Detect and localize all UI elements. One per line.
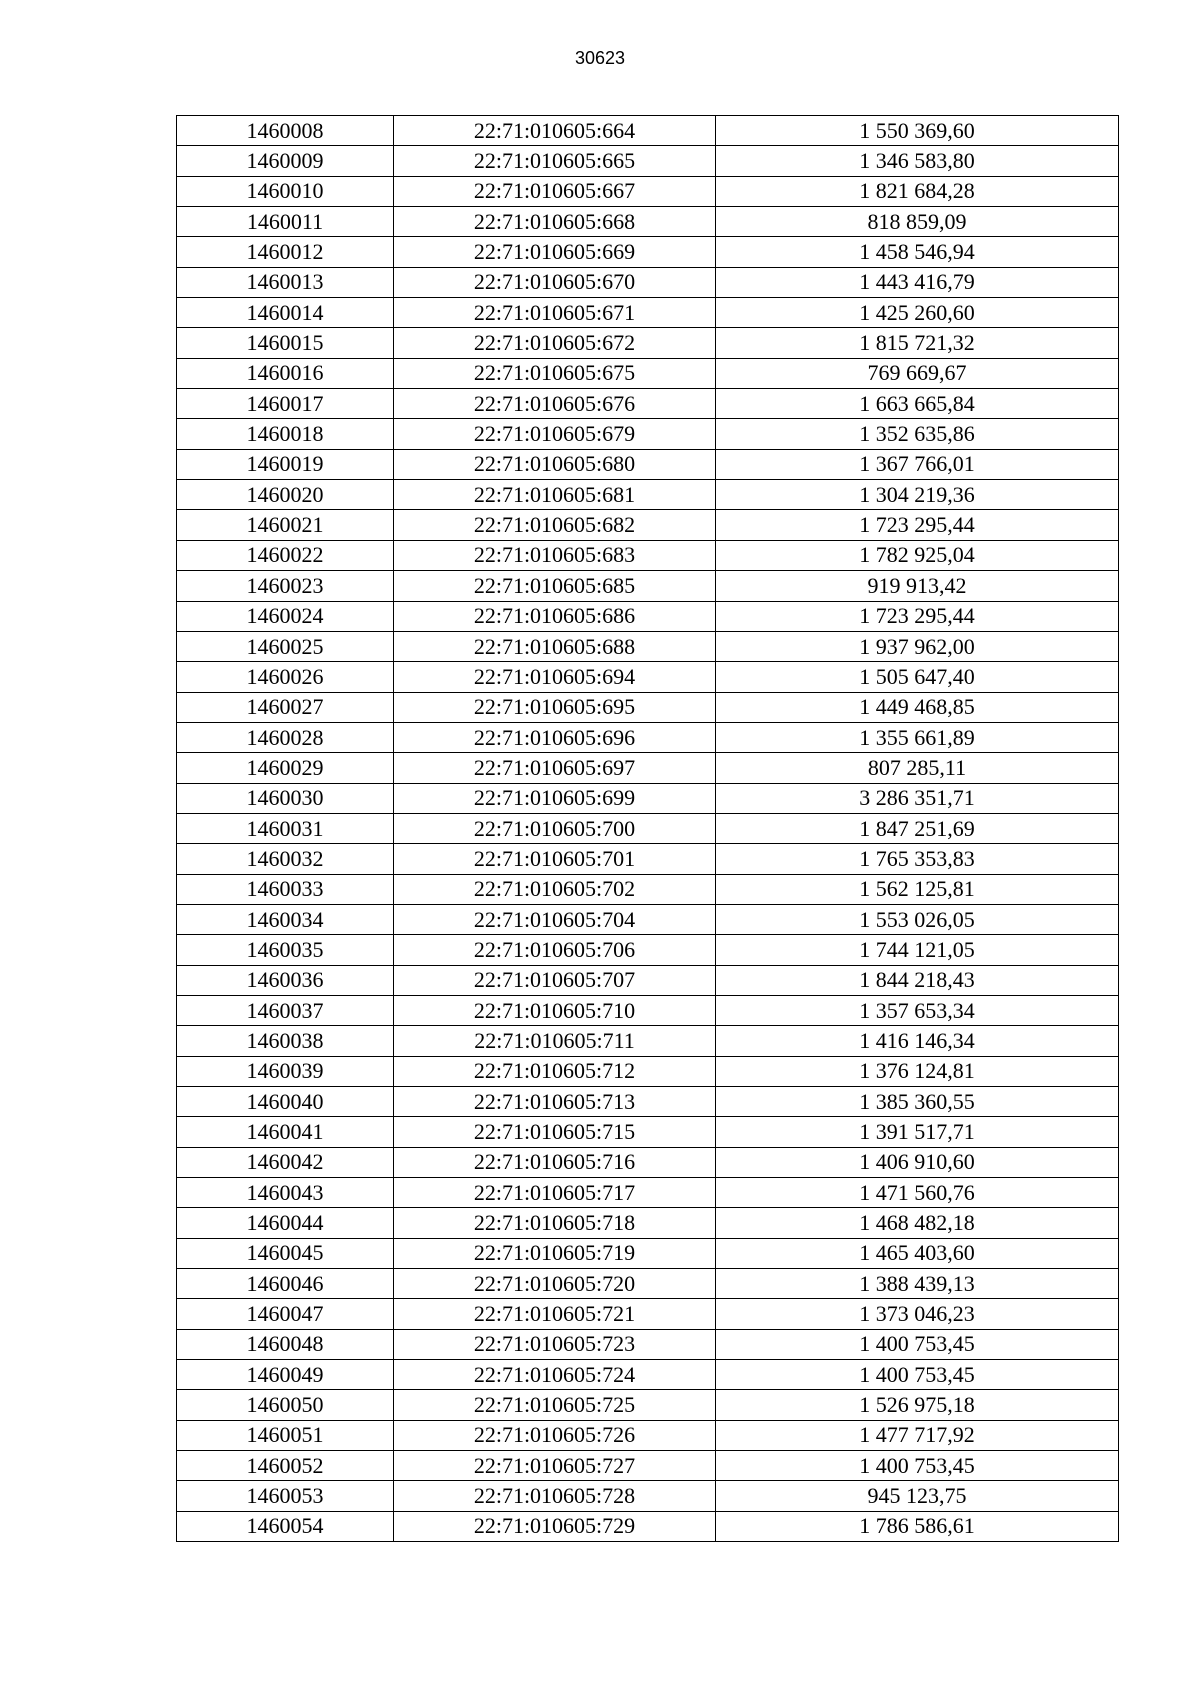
registry-number-cell: 1460034 [177,904,394,934]
cadastral-value-cell: 1 391 517,71 [716,1117,1119,1147]
table-row [177,146,1119,176]
table-row [177,267,1119,297]
cadastral-number-cell: 22:71:010605:710 [394,995,716,1025]
cadastral-number-cell: 22:71:010605:685 [394,571,716,601]
table-row [177,935,1119,965]
cadastral-value-cell: 1 821 684,28 [716,176,1119,206]
cadastral-value-cell: 1 815 721,32 [716,328,1119,358]
registry-number-cell: 1460014 [177,298,394,328]
table-row [177,571,1119,601]
cadastral-value-cell: 1 449 468,85 [716,692,1119,722]
cadastral-value-cell: 1 400 753,45 [716,1451,1119,1481]
registry-number-cell: 1460054 [177,1511,394,1541]
registry-number-cell: 1460027 [177,692,394,722]
table-row [177,328,1119,358]
registry-number-cell: 1460037 [177,995,394,1025]
registry-number-cell: 1460015 [177,328,394,358]
table-row [177,631,1119,661]
registry-number-cell: 1460011 [177,207,394,237]
table-row [177,449,1119,479]
cadastral-number-cell: 22:71:010605:718 [394,1208,716,1238]
table-row [177,116,1119,146]
table-row [177,722,1119,752]
table-row [177,1087,1119,1117]
registry-number-cell: 1460016 [177,358,394,388]
table-row [177,237,1119,267]
table-row [177,1481,1119,1511]
registry-number-cell: 1460048 [177,1329,394,1359]
cadastral-value-cell: 1 786 586,61 [716,1511,1119,1541]
cadastral-number-cell: 22:71:010605:695 [394,692,716,722]
registry-number-cell: 1460012 [177,237,394,267]
cadastral-number-cell: 22:71:010605:720 [394,1269,716,1299]
registry-number-cell: 1460024 [177,601,394,631]
cadastral-number-cell: 22:71:010605:719 [394,1238,716,1268]
registry-number-cell: 1460044 [177,1208,394,1238]
cadastral-number-cell: 22:71:010605:712 [394,1056,716,1086]
cadastral-value-cell: 818 859,09 [716,207,1119,237]
cadastral-value-cell: 1 477 717,92 [716,1420,1119,1450]
cadastral-value-cell: 1 416 146,34 [716,1026,1119,1056]
table-row [177,1360,1119,1390]
cadastral-value-cell: 919 913,42 [716,571,1119,601]
cadastral-number-cell: 22:71:010605:683 [394,540,716,570]
registry-number-cell: 1460023 [177,571,394,601]
cadastral-number-cell: 22:71:010605:716 [394,1147,716,1177]
cadastral-value-cell: 1 847 251,69 [716,813,1119,843]
registry-number-cell: 1460038 [177,1026,394,1056]
registry-number-cell: 1460021 [177,510,394,540]
registry-number-cell: 1460045 [177,1238,394,1268]
cadastral-value-cell: 1 355 661,89 [716,722,1119,752]
registry-number-cell: 1460035 [177,935,394,965]
table-row [177,753,1119,783]
cadastral-value-cell: 1 304 219,36 [716,480,1119,510]
registry-number-cell: 1460019 [177,449,394,479]
registry-number-cell: 1460018 [177,419,394,449]
cadastral-number-cell: 22:71:010605:706 [394,935,716,965]
cadastral-number-cell: 22:71:010605:726 [394,1420,716,1450]
registry-number-cell: 1460039 [177,1056,394,1086]
registry-number-cell: 1460028 [177,722,394,752]
table-row [177,510,1119,540]
registry-number-cell: 1460033 [177,874,394,904]
table-row [177,1117,1119,1147]
table-row [177,1178,1119,1208]
cadastral-value-cell: 1 400 753,45 [716,1360,1119,1390]
table-row [177,1147,1119,1177]
registry-number-cell: 1460040 [177,1087,394,1117]
table-row [177,1026,1119,1056]
cadastral-value-cell: 769 669,67 [716,358,1119,388]
cadastral-number-cell: 22:71:010605:669 [394,237,716,267]
cadastral-number-cell: 22:71:010605:702 [394,874,716,904]
cadastral-number-cell: 22:71:010605:675 [394,358,716,388]
registry-number-cell: 1460030 [177,783,394,813]
table-row [177,1511,1119,1541]
table-row [177,692,1119,722]
cadastral-number-cell: 22:71:010605:717 [394,1178,716,1208]
cadastral-number-cell: 22:71:010605:664 [394,116,716,146]
registry-number-cell: 1460050 [177,1390,394,1420]
cadastral-number-cell: 22:71:010605:681 [394,480,716,510]
table-row [177,358,1119,388]
cadastral-value-cell: 1 744 121,05 [716,935,1119,965]
page-number: 30623 [574,48,626,68]
table-row [177,1056,1119,1086]
cadastral-number-cell: 22:71:010605:676 [394,389,716,419]
cadastral-value-cell: 1 367 766,01 [716,449,1119,479]
table-row [177,1420,1119,1450]
table-row [177,995,1119,1025]
cadastral-value-cell: 3 286 351,71 [716,783,1119,813]
registry-number-cell: 1460031 [177,813,394,843]
cadastral-number-cell: 22:71:010605:699 [394,783,716,813]
table-row [177,904,1119,934]
cadastral-number-cell: 22:71:010605:729 [394,1511,716,1541]
registry-number-cell: 1460047 [177,1299,394,1329]
cadastral-value-cell: 1 782 925,04 [716,540,1119,570]
registry-number-cell: 1460010 [177,176,394,206]
cadastral-value-cell: 1 844 218,43 [716,965,1119,995]
table-row [177,1329,1119,1359]
table-row [177,783,1119,813]
table-row [177,1451,1119,1481]
cadastral-value-cell: 1 553 026,05 [716,904,1119,934]
table-row [177,389,1119,419]
registry-number-cell: 1460052 [177,1451,394,1481]
cadastral-value-cell: 1 465 403,60 [716,1238,1119,1268]
registry-number-cell: 1460049 [177,1360,394,1390]
table-row [177,540,1119,570]
cadastral-number-cell: 22:71:010605:700 [394,813,716,843]
registry-number-cell: 1460051 [177,1420,394,1450]
cadastral-number-cell: 22:71:010605:668 [394,207,716,237]
cadastral-number-cell: 22:71:010605:728 [394,1481,716,1511]
cadastral-value-cell: 1 352 635,86 [716,419,1119,449]
cadastral-number-cell: 22:71:010605:725 [394,1390,716,1420]
registry-number-cell: 1460017 [177,389,394,419]
cadastral-value-cell: 1 468 482,18 [716,1208,1119,1238]
cadastral-number-cell: 22:71:010605:697 [394,753,716,783]
cadastral-number-cell: 22:71:010605:682 [394,510,716,540]
cadastral-number-cell: 22:71:010605:679 [394,419,716,449]
table-row [177,844,1119,874]
table-row [177,419,1119,449]
cadastral-number-cell: 22:71:010605:723 [394,1329,716,1359]
table-row [177,1269,1119,1299]
cadastral-value-cell: 1 443 416,79 [716,267,1119,297]
cadastral-value-cell: 1 376 124,81 [716,1056,1119,1086]
cadastral-value-cell: 1 458 546,94 [716,237,1119,267]
table-row [177,298,1119,328]
cadastral-value-cell: 807 285,11 [716,753,1119,783]
cadastral-number-cell: 22:71:010605:686 [394,601,716,631]
cadastral-value-cell: 1 526 975,18 [716,1390,1119,1420]
table-row [177,207,1119,237]
cadastral-number-cell: 22:71:010605:711 [394,1026,716,1056]
cadastral-value-cell: 1 400 753,45 [716,1329,1119,1359]
cadastral-number-cell: 22:71:010605:721 [394,1299,716,1329]
registry-number-cell: 1460029 [177,753,394,783]
table-row [177,480,1119,510]
cadastral-value-cell: 1 471 560,76 [716,1178,1119,1208]
registry-number-cell: 1460009 [177,146,394,176]
cadastral-value-cell: 945 123,75 [716,1481,1119,1511]
cadastral-number-cell: 22:71:010605:713 [394,1087,716,1117]
cadastral-number-cell: 22:71:010605:665 [394,146,716,176]
registry-number-cell: 1460032 [177,844,394,874]
cadastral-number-cell: 22:71:010605:670 [394,267,716,297]
registry-number-cell: 1460042 [177,1147,394,1177]
cadastral-number-cell: 22:71:010605:724 [394,1360,716,1390]
cadastral-number-cell: 22:71:010605:707 [394,965,716,995]
table-row [177,601,1119,631]
cadastral-number-cell: 22:71:010605:688 [394,631,716,661]
cadastral-number-cell: 22:71:010605:704 [394,904,716,934]
table-row [177,1238,1119,1268]
cadastral-number-cell: 22:71:010605:696 [394,722,716,752]
cadastral-number-cell: 22:71:010605:727 [394,1451,716,1481]
table-row [177,1299,1119,1329]
cadastral-value-cell: 1 388 439,13 [716,1269,1119,1299]
registry-number-cell: 1460008 [177,116,394,146]
cadastral-value-cell: 1 357 653,34 [716,995,1119,1025]
table-row [177,813,1119,843]
registry-number-cell: 1460025 [177,631,394,661]
cadastral-value-cell: 1 550 369,60 [716,116,1119,146]
cadastral-value-cell: 1 385 360,55 [716,1087,1119,1117]
table-row [177,662,1119,692]
cadastral-number-cell: 22:71:010605:694 [394,662,716,692]
registry-number-cell: 1460053 [177,1481,394,1511]
cadastral-number-cell: 22:71:010605:671 [394,298,716,328]
registry-number-cell: 1460046 [177,1269,394,1299]
cadastral-value-cell: 1 562 125,81 [716,874,1119,904]
table-row [177,1208,1119,1238]
cadastral-value-cell: 1 346 583,80 [716,146,1119,176]
registry-number-cell: 1460020 [177,480,394,510]
registry-number-cell: 1460026 [177,662,394,692]
cadastral-value-cell: 1 723 295,44 [716,601,1119,631]
cadastral-value-cell: 1 723 295,44 [716,510,1119,540]
registry-number-cell: 1460043 [177,1178,394,1208]
cadastral-number-cell: 22:71:010605:701 [394,844,716,874]
registry-number-cell: 1460022 [177,540,394,570]
registry-table [176,115,1119,1542]
cadastral-value-cell: 1 406 910,60 [716,1147,1119,1177]
cadastral-value-cell: 1 505 647,40 [716,662,1119,692]
cadastral-value-cell: 1 425 260,60 [716,298,1119,328]
table-row [177,874,1119,904]
cadastral-value-cell: 1 373 046,23 [716,1299,1119,1329]
cadastral-value-cell: 1 937 962,00 [716,631,1119,661]
registry-number-cell: 1460013 [177,267,394,297]
table-row [177,1390,1119,1420]
registry-table-body [177,116,1119,1542]
table-row [177,965,1119,995]
cadastral-value-cell: 1 765 353,83 [716,844,1119,874]
registry-number-cell: 1460036 [177,965,394,995]
registry-number-cell: 1460041 [177,1117,394,1147]
cadastral-value-cell: 1 663 665,84 [716,389,1119,419]
cadastral-number-cell: 22:71:010605:715 [394,1117,716,1147]
table-row [177,176,1119,206]
cadastral-number-cell: 22:71:010605:680 [394,449,716,479]
cadastral-number-cell: 22:71:010605:667 [394,176,716,206]
cadastral-number-cell: 22:71:010605:672 [394,328,716,358]
